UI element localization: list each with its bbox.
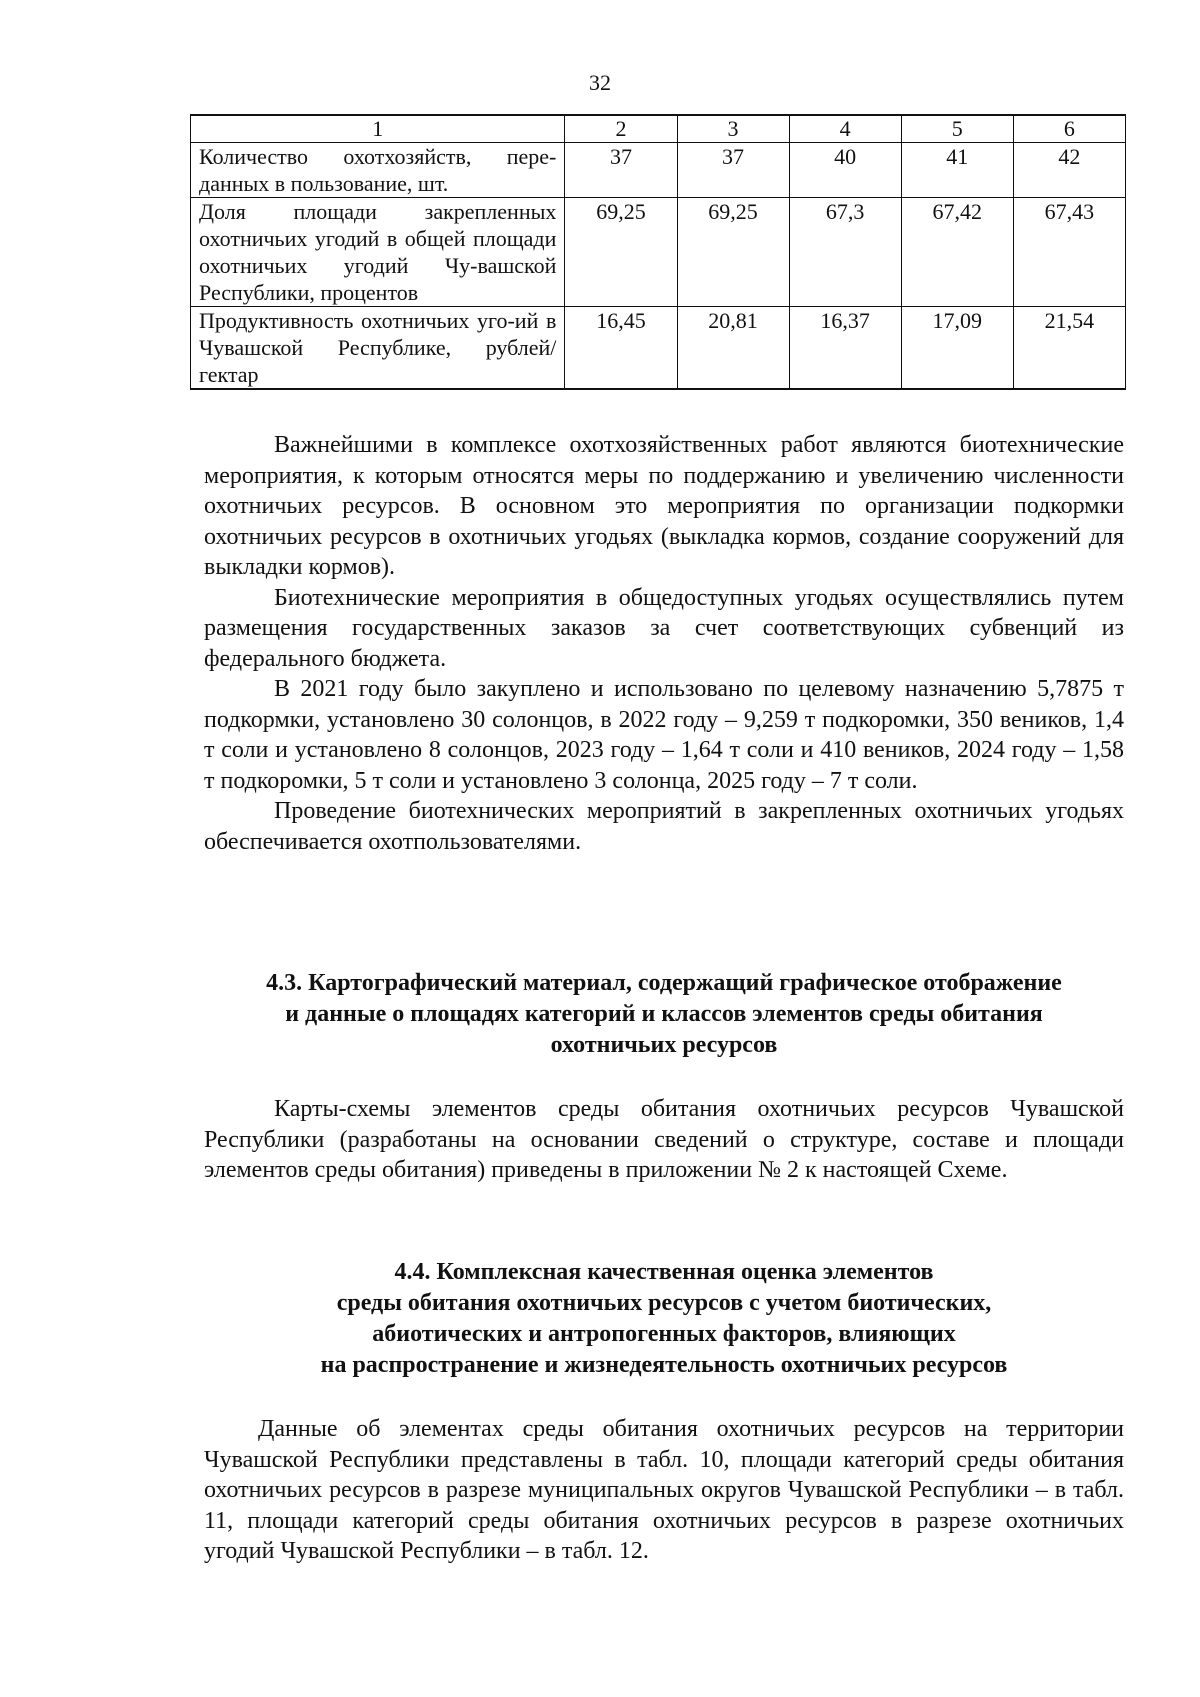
table-row	[191, 143, 1126, 198]
table-cell: 16,37	[789, 307, 901, 390]
table-row	[191, 198, 1126, 307]
paragraph: Карты-схемы элементов среды обитания охотничьих ресурсов Чувашской Республики (разработаны на основании сведений о структуре, составе и площади элементов среды обитания) приведены в приложении № 2 к настоящей Схеме.	[204, 1096, 1124, 1183]
heading-line: и данные о площадях категорий и классов элементов среды обитания	[285, 1001, 1043, 1027]
heading-line: 4.3. Картографический материал, содержащий графическое отображение	[266, 970, 1062, 996]
table-header-row	[191, 115, 1126, 143]
biotechnical-measures-text	[204, 430, 1124, 857]
table-row-label: Количество охотхозяйств, пере-данных в пользование, шт.	[191, 143, 565, 198]
table-row	[191, 307, 1126, 390]
paragraph: Проведение биотехнических мероприятий в закрепленных охотничьих угодьях обеспечивается охотпользователями.	[204, 798, 1124, 855]
table-row-label: Продуктивность охотничьих уго-ий в Чувашской Республике, рублей/гектар	[191, 307, 565, 390]
table-row-label: Доля площади закрепленных охотничьих угодий в общей площади охотничьих угодий Чу-вашской Республики, процентов	[191, 198, 565, 307]
page-number: 32	[589, 70, 611, 95]
section-4-3-text	[204, 1094, 1124, 1186]
table-cell: 21,54	[1013, 307, 1125, 390]
table-header-cell: 3	[677, 115, 789, 143]
table-cell: 16,45	[565, 307, 677, 390]
table-cell: 67,43	[1013, 198, 1125, 307]
table-cell: 40	[789, 143, 901, 198]
table-header-cell: 6	[1013, 115, 1125, 143]
table-cell: 69,25	[565, 198, 677, 307]
paragraph: В 2021 году было закуплено и использовано по целевому назначению 5,7875 т подкормки, установлено 30 солонцов, в 2022 году – 9,259 т подкоромки, 350 веников, 1,4 т соли и установлено 8 солонцов, 2023 году – 1,64 т соли и 410 веников, 2024 году – 1,58 т подкоромки, 5 т соли и установлено 3 солонца, 2025 году – 7 т соли.	[204, 676, 1124, 794]
table-cell: 37	[565, 143, 677, 198]
table-cell: 69,25	[677, 198, 789, 307]
table-cell: 42	[1013, 143, 1125, 198]
heading-line: на распространение и жизнедеятельность охотничьих ресурсов	[320, 1352, 1008, 1378]
section-heading-4-3	[204, 968, 1124, 1061]
table-cell: 41	[901, 143, 1013, 198]
paragraph: Важнейшими в комплексе охотхозяйственных работ являются биотехнические мероприятия, к которым относятся меры по поддержанию и увеличению численности охотничьих ресурсов. В основном это мероприятия по организации подкормки охотничьих ресурсов в охотничьих угодьях (выкладка кормов, создание сооружений для выкладки кормов).	[204, 432, 1124, 580]
heading-line: абиотических и антропогенных факторов, влияющих	[372, 1321, 956, 1347]
statistics-table	[190, 114, 1126, 390]
table-cell: 67,42	[901, 198, 1013, 307]
heading-line: среды обитания охотничьих ресурсов с учетом биотических,	[336, 1290, 992, 1316]
table-header-cell: 4	[789, 115, 901, 143]
table-cell: 67,3	[789, 198, 901, 307]
table-header-cell: 2	[565, 115, 677, 143]
paragraph: Данные об элементах среды обитания охотничьих ресурсов на территории Чувашской Республики представлены в табл. 10, площади категорий среды обитания охотничьих ресурсов в разрезе муниципальных округов Чувашской Республики – в табл. 11, площади категорий среды обитания охотничьих ресурсов в разрезе охотничьих угодий Чувашской Республики – в табл. 12.	[204, 1416, 1124, 1564]
table-header-cell: 1	[191, 115, 565, 143]
table-cell: 17,09	[901, 307, 1013, 390]
table-cell: 20,81	[677, 307, 789, 390]
section-heading-4-4	[204, 1257, 1124, 1381]
paragraph: Биотехнические мероприятия в общедоступных угодьях осуществлялись путем размещения государственных заказов за счет соответствующих субвенций из федерального бюджета.	[204, 584, 1124, 672]
heading-line: охотничьих ресурсов	[550, 1032, 778, 1058]
heading-line: 4.4. Комплексная качественная оценка элементов	[394, 1259, 934, 1285]
table-header-cell: 5	[901, 115, 1013, 143]
table-cell: 37	[677, 143, 789, 198]
section-4-4-text	[204, 1414, 1124, 1567]
